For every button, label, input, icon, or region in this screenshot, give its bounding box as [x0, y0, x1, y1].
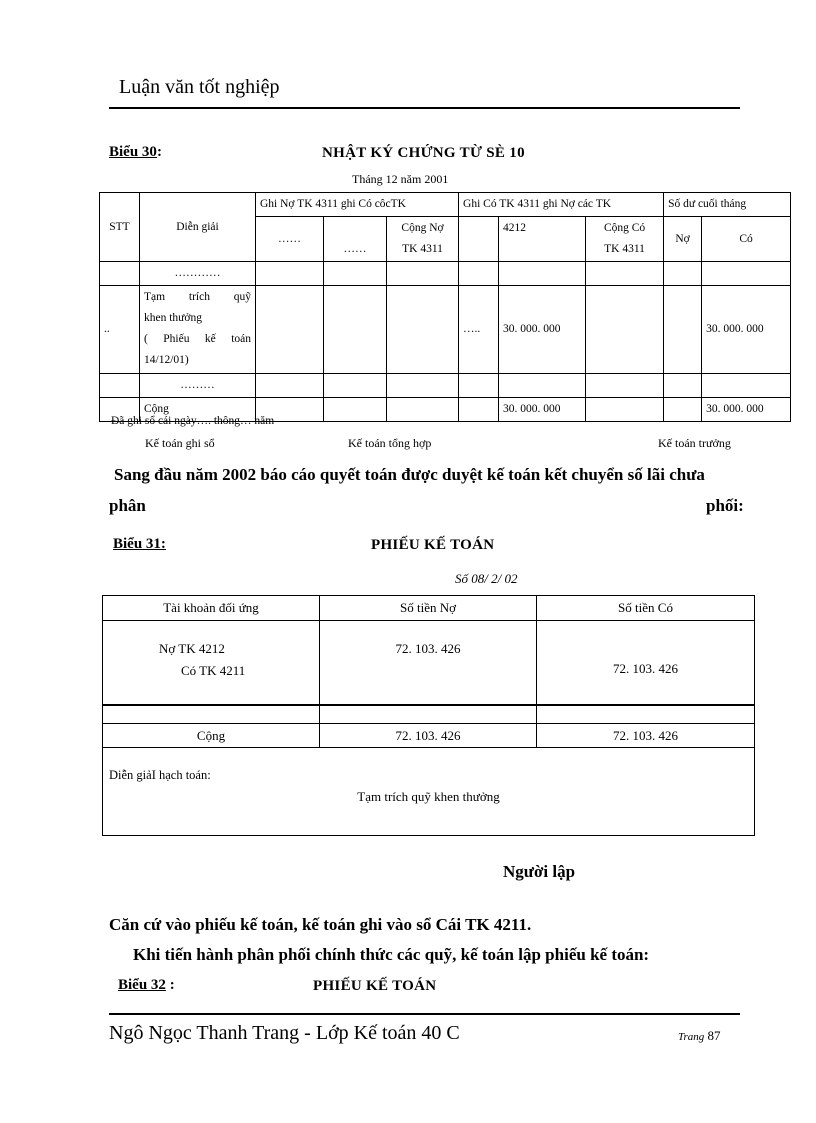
header-dots-2: ……: [324, 217, 387, 262]
voucher-total-credit: 72. 103. 426: [537, 724, 755, 748]
row-dots: …………: [140, 262, 256, 286]
empty-cell: [324, 286, 387, 374]
row1-desc-l3: ( Phiếu kế toán: [144, 333, 251, 345]
empty-cell: [664, 374, 702, 398]
voucher-account-debit: Nợ TK 4212: [159, 641, 225, 656]
paragraph-1-line-2-left: phân: [109, 496, 146, 515]
empty-cell: [499, 374, 586, 398]
header-so-du: Số dư cuối tháng: [664, 193, 791, 217]
footer-page: [678, 1028, 721, 1044]
empty-cell: [387, 286, 459, 374]
voucher-account-credit: Có TK 4211: [181, 663, 246, 678]
empty-cell: [586, 398, 664, 422]
voucher-table: [102, 595, 755, 836]
footer-author: Ngô Ngọc Thanh Trang - Lớp Kế toán 40 C: [109, 1022, 460, 1044]
voucher-accounts: [103, 621, 320, 705]
footer-page-label: Trang: [678, 1031, 705, 1043]
row1-dots: …..: [459, 286, 499, 374]
empty-cell: [100, 374, 140, 398]
empty-cell: [664, 262, 702, 286]
footer-divider: [109, 1013, 740, 1015]
total-label: Cộng: [140, 398, 256, 422]
paragraph-1-line-2-right: phối:: [706, 496, 744, 515]
bieu31-label: Biểu 31:: [113, 536, 166, 552]
header-cong-no-l1: Cộng Nợ: [401, 222, 444, 234]
voucher-total-debit: 72. 103. 426: [320, 724, 537, 748]
signature-truong: Kế toán trưởng: [658, 436, 731, 450]
paragraph-3: Khi tiến hành phân phối chính thức các quỹ, kế toán lập phiếu kế toán:: [133, 945, 650, 964]
empty-cell: [256, 374, 324, 398]
voucher-explain-label: Diễn giảI hạch toán:: [109, 768, 211, 782]
empty-cell: [702, 262, 791, 286]
empty-cell: [100, 262, 140, 286]
bieu30-title: NHẬT KÝ CHỨNG TỪ SÈ 10: [322, 145, 525, 161]
row1-value-4212: 30. 000. 000: [499, 286, 586, 374]
signature-tong-hop: Kế toán tổng hợp: [348, 436, 432, 450]
bieu30-subtitle: Tháng 12 năm 2001: [352, 172, 449, 186]
empty-cell: [459, 262, 499, 286]
bieu32-label: Biểu 32: [118, 977, 166, 993]
empty-cell: [387, 262, 459, 286]
row1-desc-l1: Tạm trích quỹ: [144, 291, 251, 303]
footer-page-number: 87: [707, 1028, 721, 1043]
empty-cell: [459, 398, 499, 422]
header-cong-co: [586, 217, 664, 262]
empty-cell: [702, 374, 791, 398]
header-tk4212: 4212: [499, 217, 586, 262]
empty-cell: [387, 398, 459, 422]
voucher-header-debit: Số tiền Nợ: [320, 596, 537, 621]
paragraph-1-line-1: Sang đầu năm 2002 báo cáo quyết toán được duyệt kế toán kết chuyển số lãi chưa: [114, 465, 705, 484]
empty-cell: [664, 398, 702, 422]
empty-cell: [459, 374, 499, 398]
empty-cell: [537, 705, 755, 724]
row1-stt: ..: [100, 286, 140, 374]
empty-cell: [324, 374, 387, 398]
bieu30-label: Biểu 30: [109, 144, 157, 160]
header-ghi-co: Ghi Có TK 4311 ghi Nợ các TK: [459, 193, 664, 217]
empty-cell: [586, 262, 664, 286]
voucher-explanation: [103, 748, 755, 836]
bieu30-label-suffix: :: [156, 144, 162, 160]
empty-cell: [586, 374, 664, 398]
header-dots-1: ……: [256, 217, 324, 262]
journal-table: [99, 192, 791, 422]
empty-cell: [459, 217, 499, 262]
voucher-total-label: Cộng: [103, 724, 320, 748]
header-ghi-no: Ghi Nợ TK 4311 ghi Có côcTK: [256, 193, 459, 217]
page-header-title: Luận văn tốt nghiệp: [119, 76, 280, 98]
empty-cell: [320, 705, 537, 724]
bieu31-title: PHIẾU KẾ TOÁN: [371, 537, 495, 553]
empty-cell: [499, 262, 586, 286]
header-cong-no: [387, 217, 459, 262]
empty-cell: [324, 262, 387, 286]
header-no: Nợ: [664, 217, 702, 262]
row1-desc-l2: khen thưởng: [144, 312, 202, 324]
signature-ghi-so: Kế toán ghi sổ: [145, 436, 215, 450]
total-co: 30. 000. 000: [702, 398, 791, 422]
bieu30-footer-note: Đã ghi sổ cái ngày…. thông… năm: [111, 415, 275, 427]
voucher-header-account: Tài khoản đối ứng: [103, 596, 320, 621]
voucher-signer: Người lập: [503, 862, 576, 881]
header-co: Có: [702, 217, 791, 262]
bieu32-label-wrap: [118, 977, 175, 994]
voucher-debit-amount: 72. 103. 426: [320, 621, 537, 705]
header-divider: [109, 107, 740, 109]
empty-cell: [387, 374, 459, 398]
row-dots-2: ………: [140, 374, 256, 398]
header-cong-co-l2: TK 4311: [604, 243, 645, 255]
paragraph-2: Căn cứ vào phiếu kế toán, kế toán ghi vào sổ Cái TK 4211.: [109, 915, 532, 934]
empty-cell: [586, 286, 664, 374]
header-dien-giai: Diễn giải: [140, 193, 256, 262]
empty-cell: [256, 262, 324, 286]
voucher-header-credit: Số tiền Có: [537, 596, 755, 621]
voucher-explain-text: Tạm trích quỹ khen thưởng: [357, 789, 500, 804]
voucher-credit-amount: 72. 103. 426: [537, 621, 755, 705]
header-stt: STT: [100, 193, 140, 262]
header-cong-co-l1: Cộng Có: [603, 222, 646, 234]
header-cong-no-l2: TK 4311: [402, 243, 443, 255]
empty-cell: [256, 286, 324, 374]
total-value-4212: 30. 000. 000: [499, 398, 586, 422]
bieu32-title: PHIẾU KẾ TOÁN: [313, 978, 437, 994]
row1-description: [140, 286, 256, 374]
empty-cell: [664, 286, 702, 374]
row1-desc-l4: 14/12/01): [144, 354, 189, 366]
bieu32-label-suffix: :: [165, 977, 175, 993]
empty-cell: [324, 398, 387, 422]
row1-co: 30. 000. 000: [702, 286, 791, 374]
empty-cell: [103, 705, 320, 724]
bieu30-label-wrap: [109, 144, 162, 161]
bieu31-number: Số 08/ 2/ 02: [455, 571, 518, 586]
